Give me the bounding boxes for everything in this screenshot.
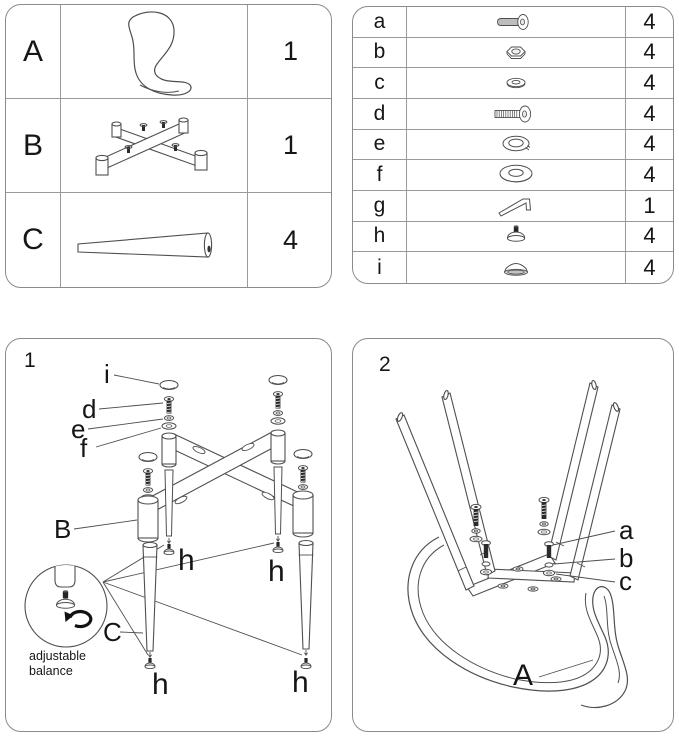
part-qty: 4 — [282, 224, 299, 255]
label-e: e — [71, 414, 86, 444]
hardware-icon-cell — [407, 38, 626, 69]
adjustable-foot-icon — [502, 224, 530, 248]
hardware-icon-cell — [407, 222, 626, 253]
leg-image — [61, 194, 247, 287]
part-letter: C — [6, 193, 61, 287]
label-f: f — [80, 433, 88, 463]
label-h-3: h — [152, 668, 169, 701]
small-washer-icon — [502, 76, 530, 90]
label-B: B — [54, 514, 72, 544]
hardware-letter: i — [353, 252, 407, 283]
hardware-qty: 4 — [626, 160, 673, 191]
hardware-letter: c — [353, 68, 407, 99]
hardware-qty: 4 — [626, 38, 673, 69]
hardware-qty: 4 — [626, 68, 673, 99]
hardware-letter: e — [353, 130, 407, 161]
label-h-4: h — [292, 666, 309, 699]
step1-diagram — [6, 339, 331, 731]
hardware-icon-cell — [407, 191, 626, 222]
hardware-letter: a — [353, 7, 407, 38]
hardware-qty: 1 — [626, 191, 673, 222]
callout-text-line2: balance — [29, 664, 73, 678]
hardware-letter: f — [353, 160, 407, 191]
label-d: d — [82, 394, 97, 424]
callout-text-line1: adjustable — [29, 649, 86, 663]
hardware-qty: 4 — [626, 222, 673, 253]
hardware-icon-cell — [407, 99, 626, 130]
hex-nut-icon — [503, 43, 529, 61]
part-image-cell — [61, 99, 248, 193]
hardware-icon-cell — [407, 7, 626, 38]
hardware-letter: g — [353, 191, 407, 222]
step2-label-a: a — [619, 515, 634, 545]
part-letter: B — [6, 99, 61, 193]
hardware-table-panel — [352, 6, 674, 284]
hardware-qty: 4 — [626, 7, 673, 38]
cross-base-image — [61, 99, 247, 192]
seat-shell-image — [61, 5, 247, 98]
hardware-icon-cell — [407, 160, 626, 191]
step2-diagram — [353, 339, 673, 731]
lock-washer-icon — [499, 133, 533, 155]
short-bolt-icon — [493, 10, 539, 34]
hardware-icon-cell — [407, 68, 626, 99]
hardware-icon-cell — [407, 252, 626, 283]
flat-washer-icon — [496, 163, 536, 187]
step2-label-c: c — [619, 566, 632, 596]
label-i: i — [104, 359, 110, 389]
hardware-letter: d — [353, 99, 407, 130]
step-2-panel — [352, 338, 674, 732]
hardware-qty: 4 — [643, 254, 656, 280]
hardware-letter: b — [353, 38, 407, 69]
step2-label-b: b — [619, 543, 634, 573]
long-bolt-icon — [491, 102, 541, 126]
part-letter: A — [6, 5, 61, 99]
part-qty: 1 — [248, 5, 332, 99]
step2-label-A: A — [513, 659, 534, 692]
hardware-qty: 4 — [626, 130, 673, 161]
part-image-cell — [61, 5, 248, 99]
parts-table-panel — [5, 4, 332, 288]
part-image-cell — [61, 193, 248, 287]
hardware-icon-cell — [407, 130, 626, 161]
label-h-1: h — [178, 544, 195, 577]
step2-number: 2 — [379, 353, 391, 376]
step1-number: 1 — [24, 349, 36, 372]
cap-icon — [500, 258, 532, 278]
step-1-panel — [5, 338, 332, 732]
hardware-qty: 4 — [626, 99, 673, 130]
label-h-2: h — [268, 555, 285, 588]
part-qty: 1 — [248, 99, 332, 193]
allen-key-icon — [495, 193, 537, 219]
callout-circle — [25, 557, 107, 647]
hardware-letter: h — [353, 222, 407, 253]
label-C: C — [103, 617, 122, 647]
